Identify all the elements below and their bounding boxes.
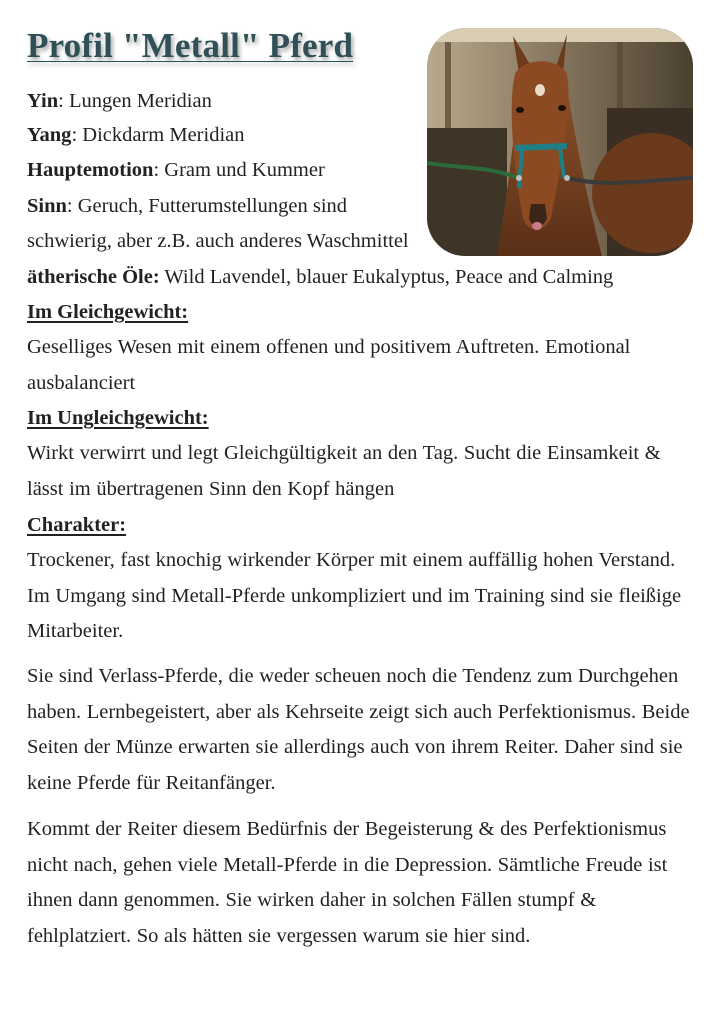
oils-label: ätherische Öle: <box>27 266 160 288</box>
yin-label: Yin <box>27 90 59 112</box>
emotion-row <box>27 158 325 182</box>
balance-heading: Im Gleichgewicht: <box>27 301 189 323</box>
yang-row <box>27 123 245 147</box>
yang-label: Yang <box>27 124 72 146</box>
sense-label: Sinn <box>27 195 67 217</box>
character-heading: Charakter: <box>27 514 127 536</box>
oils-row <box>27 265 613 289</box>
horse-photo <box>427 28 693 256</box>
character-paragraph-2: Sie sind Verlass-Pferde, die weder scheuen noch die Tendenz zum Durchgehen haben. Lernbegeistert, aber als Kehrseite zeigt sich auch Perfektionismus. Beide Seiten der Münze erwarten sie allerdings auch von ihrem Reiter. Daher sind sie keine Pferde für Reitanfänger. <box>27 665 690 794</box>
balance-text: Geselliges Wesen mit einem offenen und positivem Auftreten. Emotional ausbalanciert <box>27 336 631 394</box>
sense-row <box>27 194 347 218</box>
yin-value: : Lungen Meridian <box>58 90 212 112</box>
character-paragraph-1: Trockener, fast knochig wirkender Körper mit einem auffällig hohen Verstand. Im Umgang sind Metall-Pferde unkompliziert und im Training sind sie fleißige Mitarbeiter. <box>27 549 682 642</box>
yin-row <box>27 89 212 113</box>
oils-value: Wild Lavendel, blauer Eukalyptus, Peace and Calming <box>159 266 614 288</box>
yang-value: : Dickdarm Meridian <box>71 124 245 146</box>
emotion-label: Hauptemotion <box>27 159 154 181</box>
sense-row-continued: schwierig, aber z.B. auch anderes Waschmittel <box>27 230 409 252</box>
character-paragraph-3: Kommt der Reiter diesem Bedürfnis der Begeisterung & des Perfektionismus nicht nach, gehen viele Metall-Pferde in die Depression. Sämtliche Freude ist ihnen dann genommen. Sie wirken daher in solchen Fällen stumpf & fehlplatziert. So als hätten sie vergessen warum sie hier sind. <box>27 818 668 947</box>
sense-value: : Geruch, Futterumstellungen sind <box>66 195 348 217</box>
imbalance-heading: Im Ungleichgewicht: <box>27 407 209 429</box>
page-title: Profil "Metall" Pferd <box>27 26 354 65</box>
imbalance-text: Wirkt verwirrt und legt Gleichgültigkeit an den Tag. Sucht die Einsamkeit & lässt im übertragenen Sinn den Kopf hängen <box>27 442 661 500</box>
emotion-value: : Gram und Kummer <box>153 159 325 181</box>
